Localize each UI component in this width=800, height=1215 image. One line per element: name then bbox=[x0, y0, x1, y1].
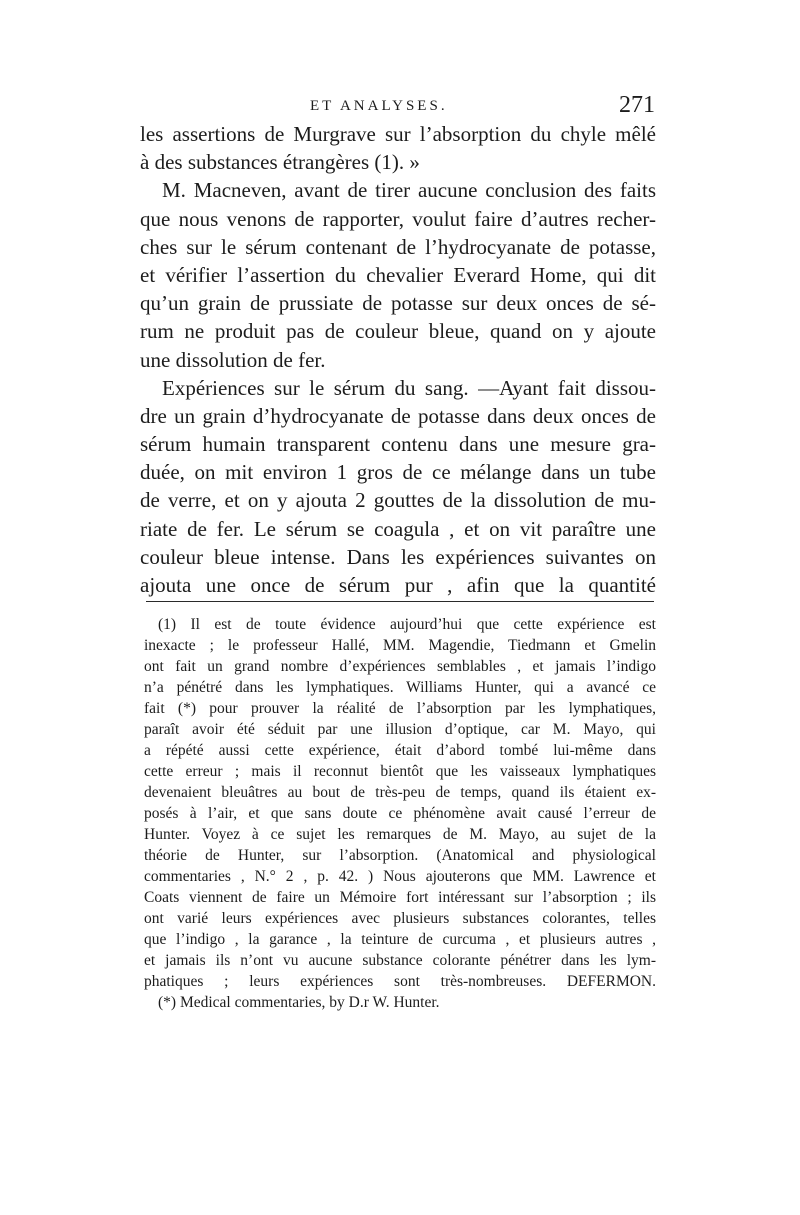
running-title: ET ANALYSES. bbox=[310, 98, 448, 114]
text-line: riate de fer. Le sérum se coagula , et on vit paraître une bbox=[140, 516, 656, 541]
footnote-line: (*) Medical commentaries, by D.r W. Hunter. bbox=[158, 994, 440, 1011]
footnote-line: ont fait un grand nombre d’expériences semblables , et jamais l’indigo bbox=[144, 658, 656, 675]
text-line: ches sur le sérum contenant de l’hydrocyanate de potasse, bbox=[140, 234, 656, 259]
footnote-line: que l’indigo , la garance , la teinture de curcuma , et plusieurs autres , bbox=[144, 931, 656, 948]
text-line: qu’un grain de prussiate de potasse sur deux onces de sé- bbox=[140, 291, 656, 316]
footnote-line: a répété aussi cette expérience, était d’abord tombé lui-même dans bbox=[144, 742, 656, 759]
text-line: de verre, et on y ajouta 2 gouttes de la dissolution de mu- bbox=[140, 488, 656, 513]
text-line: ajouta une once de sérum pur , afin que la quantité bbox=[140, 573, 656, 597]
footnote-line: commentaries , N.° 2 , p. 42. ) Nous ajouterons que MM. Lawrence et bbox=[144, 868, 656, 885]
footnote-line: n’a pénétré dans les lymphatiques. Williams Hunter, qui a avancé ce bbox=[144, 679, 656, 696]
footnote-line: cette erreur ; mais il reconnut bientôt que les vaisseaux lymphatiques bbox=[144, 763, 656, 780]
text-line: sérum humain transparent contenu dans une mesure gra- bbox=[140, 432, 656, 457]
text-line: et vérifier l’assertion du chevalier Everard Home, qui dit bbox=[140, 262, 656, 287]
footnote-line: ont varié leurs expériences avec plusieurs substances colorantes, telles bbox=[144, 910, 656, 927]
main-text bbox=[140, 120, 656, 599]
footnote-line: et jamais ils n’ont vu aucune substance colorante pénétrer dans les lym- bbox=[144, 952, 656, 969]
text-line: M. Macneven, avant de tirer aucune conclusion des faits bbox=[162, 178, 656, 203]
footnote-line: fait (*) pour prouver la réalité de l’absorption par les lymphatiques, bbox=[144, 700, 656, 717]
footnote-line: inexacte ; le professeur Hallé, MM. Magendie, Tiedmann et Gmelin bbox=[144, 637, 656, 654]
text-line: Expériences sur le sérum du sang. —Ayant fait dissou- bbox=[162, 375, 656, 400]
text-line: couleur bleue intense. Dans les expériences suivantes on bbox=[140, 544, 656, 569]
footnote-line: (1) Il est de toute évidence aujourd’hui que cette expérience est bbox=[158, 616, 656, 633]
text-line: rum ne produit pas de couleur bleue, quand on y ajoute bbox=[140, 319, 656, 344]
text-line: à des substances étrangères (1). » bbox=[140, 150, 420, 175]
text-line: une dissolution de fer. bbox=[140, 347, 326, 372]
footnote-line: théorie de Hunter, sur l’absorption. (Anatomical and physiological bbox=[144, 847, 656, 864]
footnotes bbox=[144, 614, 656, 1013]
footnote-line: paraît avoir été séduit par une illusion d’optique, car M. Mayo, qui bbox=[144, 721, 656, 738]
text-line: dre un grain d’hydrocyanate de potasse dans deux onces de bbox=[140, 403, 656, 428]
footnote-line: Hunter. Voyez à ce sujet les remarques de M. Mayo, au sujet de la bbox=[144, 826, 656, 843]
footnote-line: phatiques ; leurs expériences sont très-nombreuses. DEFERMON. bbox=[144, 973, 656, 990]
text-line: que nous venons de rapporter, voulut faire d’autres recher- bbox=[140, 206, 656, 231]
text-line: les assertions de Murgrave sur l’absorption du chyle mêlé bbox=[140, 122, 656, 146]
page-number: 271 bbox=[619, 92, 655, 118]
footnote-separator bbox=[146, 601, 654, 602]
footnote-line: posés à l’air, et que sans doute ce phénomène avait causé l’erreur de bbox=[144, 805, 656, 822]
footnote-line: devenaient bleuâtres au bout de très-peu de temps, quand ils étaient ex- bbox=[144, 784, 656, 801]
text-line: duée, on mit environ 1 gros de ce mélange dans un tube bbox=[140, 460, 656, 485]
footnote-line: Coats viennent de faire un Mémoire fort intéressant sur l’absorption ; ils bbox=[144, 889, 656, 906]
